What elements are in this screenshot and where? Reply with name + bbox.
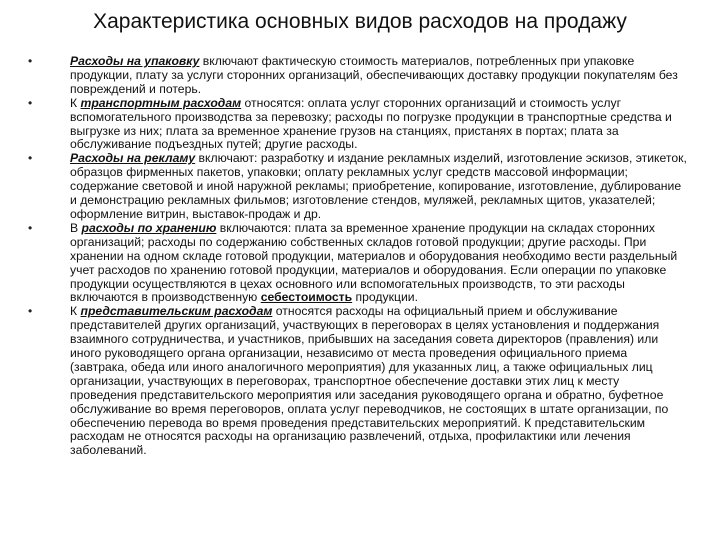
term-transport: транспортным расходам [80,95,242,110]
bullet-text: включаются: плата за временное хранение продукции на складах сторонних организаций; расходы по содержанию собственных складов готовой продукции; другие расходы. При хранении на одном складе готовой продукции, материалов и оборудования необходимо вести раздельный учет расходов по хранению готовой продукции, материалов и оборудования. Если операции по упаковке продукции осуществляются в цехах основного или вспомогательных производств, то эти расходы включаются в производственную [70,220,678,305]
bullet-dot: • [28,220,33,235]
bullet-lead: К [70,95,81,110]
bullet-text: включают: разработку и издание рекламных изделий, изготовление эскизов, этикеток, образцов фирменных пакетов, упаковки; оплату рекламных услуг средств массовой информации; содержание световой и иной наружной рекламы; приобретение, копирование, изготовление, дублирование и демонстрацию рекламных фильмов; изготовление стендов, муляжей, рекламных щитов, указателей; оформление витрин, выставок-продаж и др. [70,151,687,221]
bullet-item-representation [28,305,688,458]
bullet-item-packaging [28,55,688,97]
term-representation: представительским расходам [80,304,273,319]
bullet-item-transport [28,97,688,153]
term-packaging: Расходы на упаковку [70,54,200,68]
bullet-text: относятся расходы на официальный прием и обслуживание представителей других организаций, участвующих в переговорах в целях установления и поддержания взаимного сотрудничества, и участников, прибывших на заседания совета директоров (правления) или иного руководящего органа организации, независимо от места проведения официального приема (завтрака, обеда или иного аналогичного мероприятия) для указанных лиц, а также официальных лиц организации, участвующих в переговорах, транспортное обеспечение доставки этих лиц к месту проведения представительского мероприятия или заседания руководящего органа и обратно, буфетное обслуживание во время переговоров, оплата услуг переводчиков, не состоящих в штате организации, по обеспечению перевода во время проведения представительских мероприятий. К представительским расходам не относятся расходы на организацию развлечений, отдыха, профилактики или лечения заболеваний. [70,304,669,458]
bullet-item-storage [28,222,688,305]
slide-title: Характеристика основных видов расходов на продажу [93,10,627,33]
bullet-text: включают фактическую стоимость материалов, потребленных при упаковке продукции, плату за услуги сторонних организаций, обеспечивающих доставку продукции покупателям без повреждений и потерь. [70,54,678,96]
bullet-lead: В [70,220,82,235]
bullet-dot: • [28,95,33,110]
term-advertising: Расходы на рекламу [70,151,196,166]
bullet-item-advertising [28,152,688,222]
bullet-dot: • [28,54,33,68]
bullet-tail: продукции. [352,290,418,305]
bullet-lead: К [70,304,81,319]
term-storage: расходы по хранению [81,220,217,235]
bullet-text: относятся: оплата услуг сторонних организаций и стоимость услуг вспомогательного производства за перевозку; расходы по погрузке продукции в транспортные средства и выгрузке из них; плата за временное хранение грузов на станциях, пристанях в портах; плата за обслуживание подъездных путей; другие расходы. [70,95,672,152]
bullet-list [28,55,688,458]
bullet-dot: • [28,304,33,319]
link-cost-price[interactable]: себестоимость [260,290,353,305]
bullet-dot: • [28,151,33,166]
